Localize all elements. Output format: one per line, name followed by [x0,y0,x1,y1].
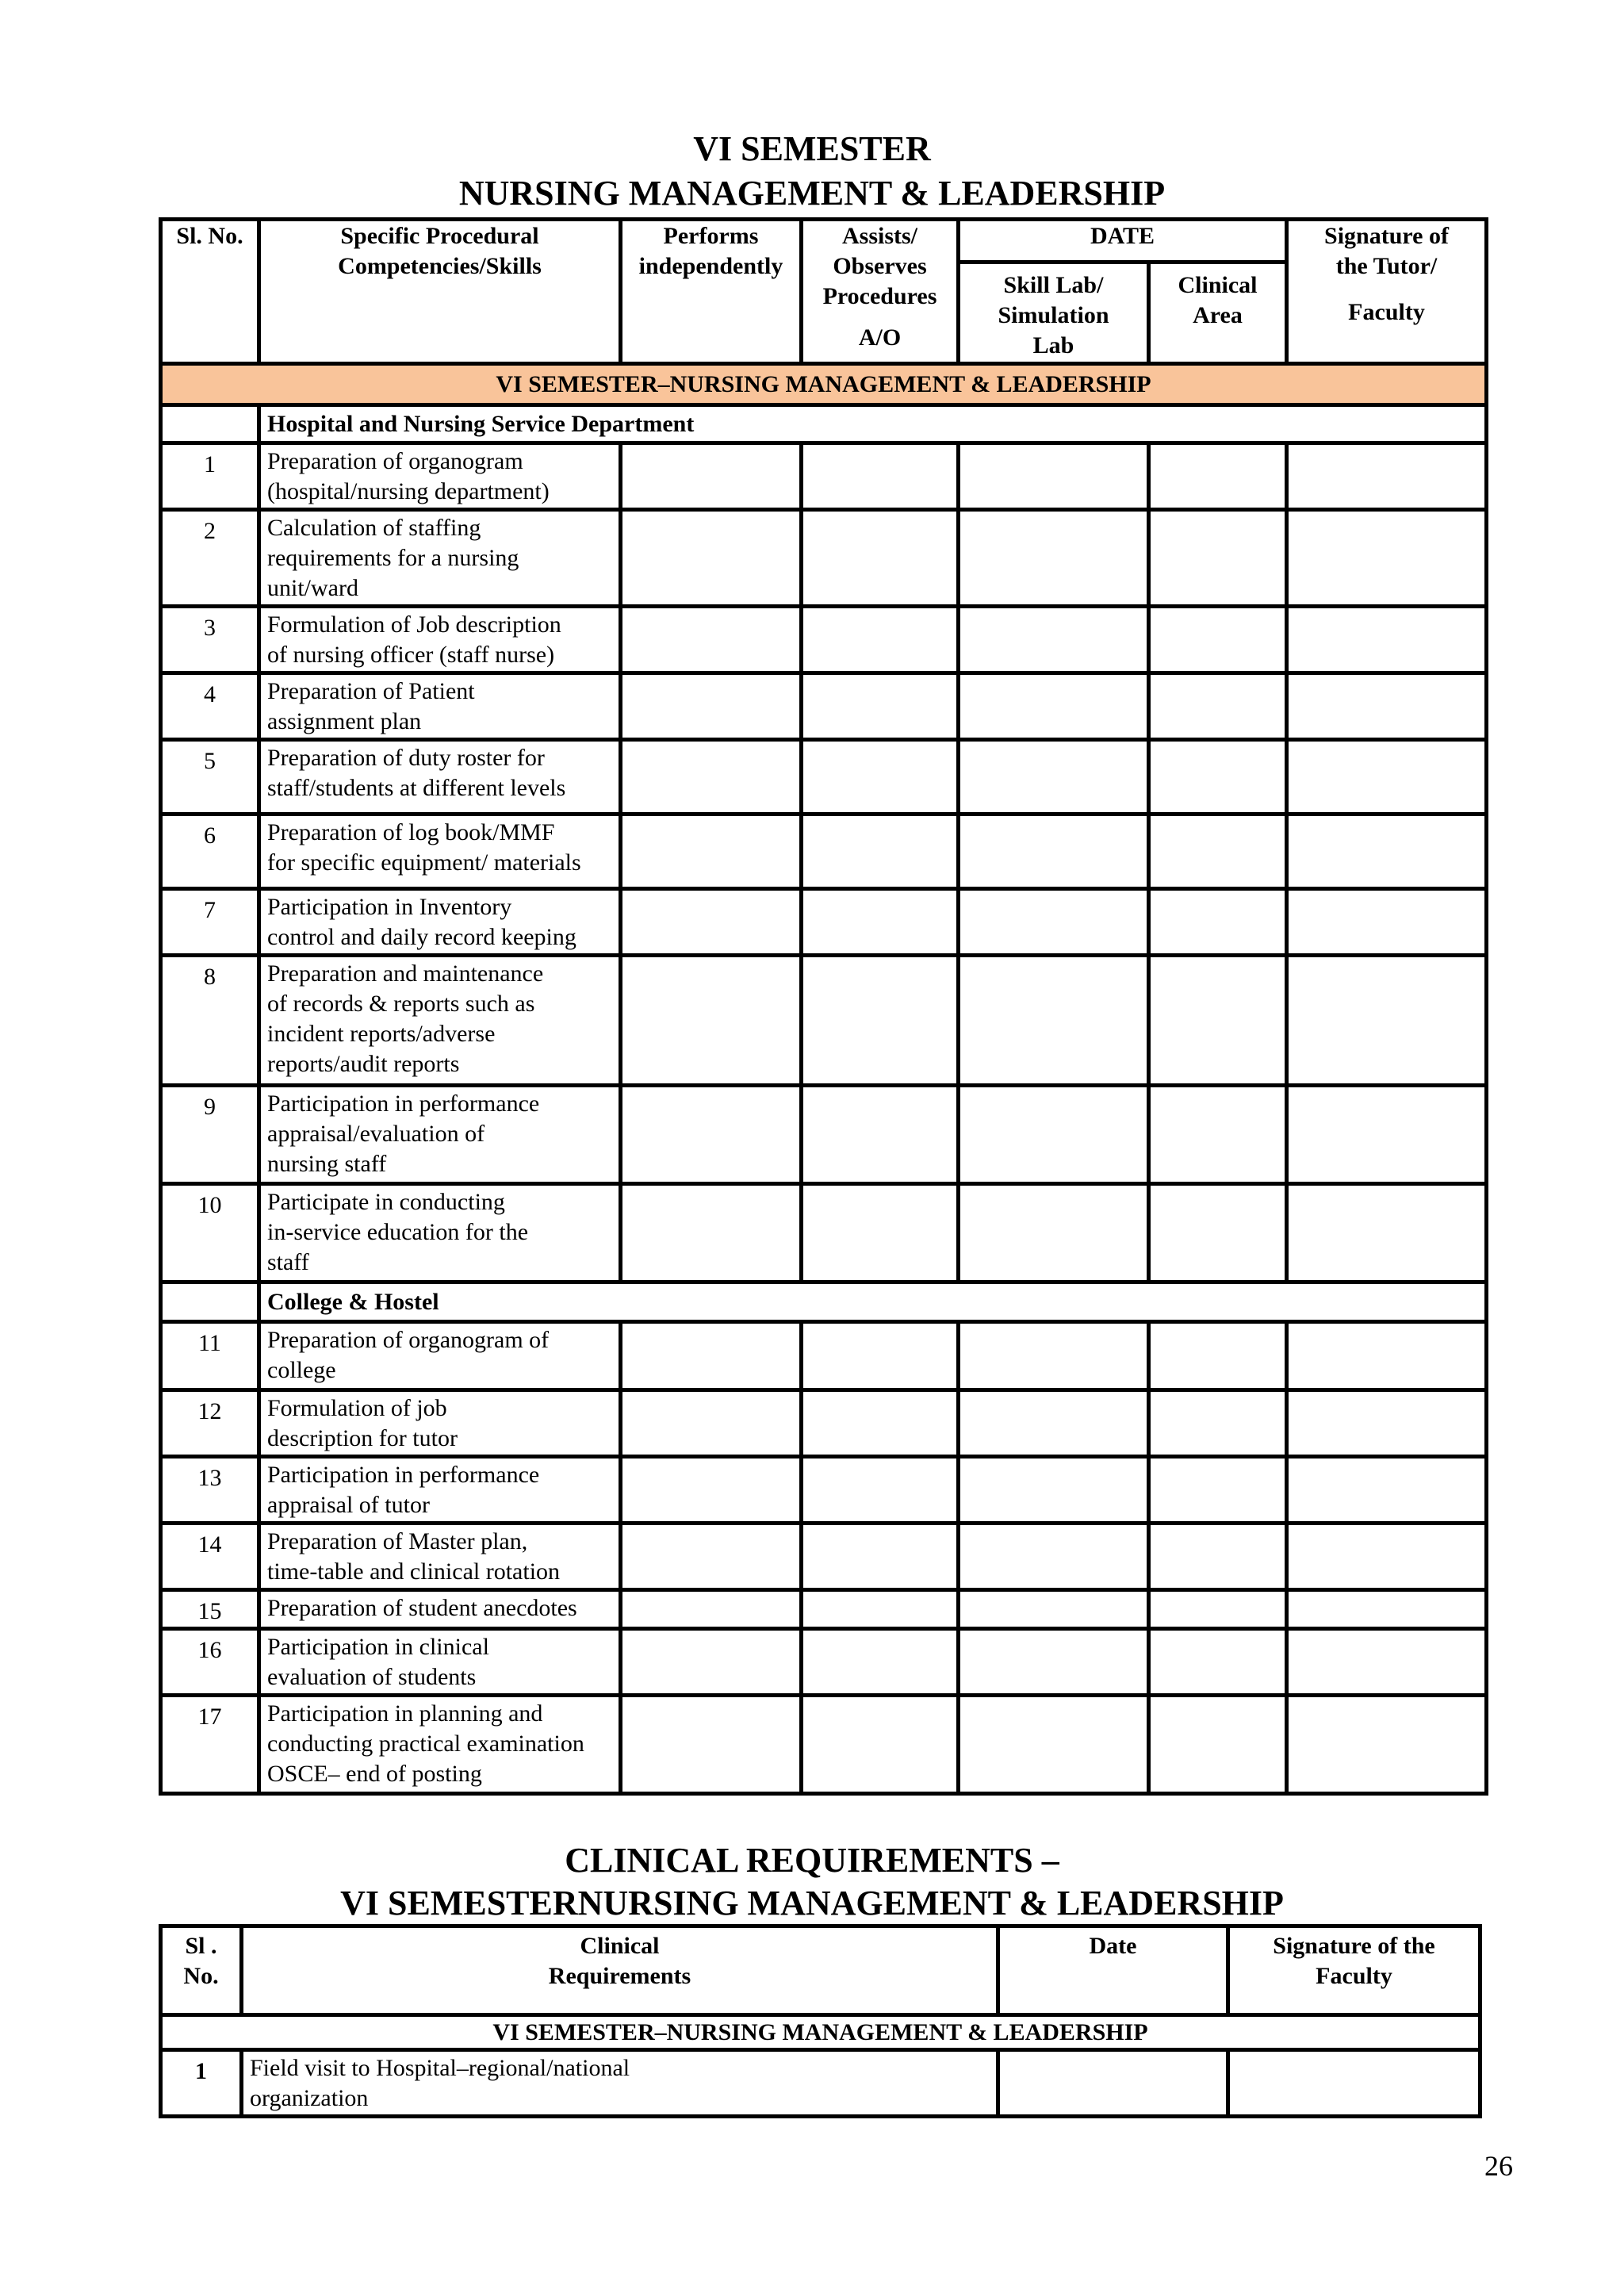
entry-cell[interactable] [1287,815,1487,889]
entry-cell[interactable] [802,956,959,1086]
col-clinical-area: Clinical Area [1149,263,1287,364]
description-line: requirements for a nursing [267,545,519,571]
description-line: control and daily record keeping [267,924,576,950]
description-line: organization [250,2085,369,2111]
description-line: Formulation of Job description [267,611,561,638]
description-line: Preparation of duty roster for [267,745,545,771]
table-row [161,1184,1487,1282]
description-line: staff [267,1249,309,1275]
clinical-requirements-table [159,1924,1482,2118]
entry-cell[interactable] [802,607,959,673]
table-row [161,1457,1487,1524]
entry-cell[interactable] [621,1457,802,1524]
entry-cell[interactable] [802,1696,959,1794]
description-line: Preparation of Master plan, [267,1528,528,1554]
entry-cell[interactable] [959,1524,1149,1590]
description-line: staff/students at different levels [267,775,566,801]
entry-cell[interactable] [802,740,959,815]
col-date: DATE [959,220,1287,263]
entry-cell[interactable] [621,1696,802,1794]
entry-cell[interactable] [1149,1629,1287,1696]
col-skills: Specific Procedural Competencies/Skills [259,220,621,364]
table-row [161,510,1487,607]
row-description [259,1696,621,1794]
col-performs: Performs independently [621,220,802,364]
row-description [259,815,621,889]
entry-cell[interactable] [1149,1184,1287,1282]
col-signature: Signature of the Faculty [1228,1926,1480,2015]
entry-cell[interactable] [1287,1590,1487,1629]
entry-cell[interactable] [1287,1457,1487,1524]
row-description [259,510,621,607]
entry-cell[interactable] [1287,1390,1487,1457]
semester-band: VI SEMESTER–NURSING MANAGEMENT & LEADERSHIP [161,364,1487,405]
row-description [259,1524,621,1590]
section-rows-college [161,1322,1487,1794]
row-number: 4 [161,673,259,740]
clinical-title: CLINICAL REQUIREMENTS – [565,1841,1059,1880]
entry-cell[interactable] [1287,443,1487,510]
row-number: 14 [161,1524,259,1590]
entry-cell[interactable] [1287,889,1487,956]
description-line: Participation in clinical [267,1634,489,1660]
row-number: 16 [161,1629,259,1696]
description-line: in-service education for the [267,1219,529,1245]
entry-cell[interactable] [1287,1524,1487,1590]
row-description [259,1629,621,1696]
entry-cell[interactable] [802,1524,959,1590]
description-line: OSCE– end of posting [267,1761,482,1787]
description-line: assignment plan [267,708,422,734]
semester-band: VI SEMESTER–NURSING MANAGEMENT & LEADERSHIP [161,2015,1480,2050]
row-number: 5 [161,740,259,815]
entry-cell[interactable] [1149,1696,1287,1794]
entry-cell[interactable] [802,1457,959,1524]
entry-cell[interactable] [1287,1184,1487,1282]
table-row [161,1524,1487,1590]
entry-cell[interactable] [959,443,1149,510]
entry-cell[interactable] [1149,815,1287,889]
row-number: 6 [161,815,259,889]
entry-cell[interactable] [621,956,802,1086]
description-line: Preparation of organogram [267,448,523,474]
description-line: conducting practical examination [267,1731,584,1757]
entry-cell[interactable] [802,1629,959,1696]
description-line: Participation in performance [267,1462,540,1488]
entry-cell[interactable] [802,815,959,889]
row-number: 3 [161,607,259,673]
row-number: 12 [161,1390,259,1457]
col-signature: Signature of the Tutor/ Faculty [1287,220,1487,364]
entry-cell[interactable] [1287,673,1487,740]
description-line: Preparation of student anecdotes [267,1595,577,1621]
row-description [259,1184,621,1282]
entry-cell[interactable] [621,740,802,815]
entry-cell[interactable] [1149,1524,1287,1590]
entry-cell[interactable] [621,510,802,607]
entry-cell[interactable] [959,607,1149,673]
description-line: appraisal/evaluation of [267,1121,485,1147]
entry-cell[interactable] [959,740,1149,815]
entry-cell[interactable] [1149,956,1287,1086]
table-row [161,1322,1487,1390]
description-line: Formulation of job [267,1395,447,1421]
col-clinical-requirements: Clinical Requirements [242,1926,998,2015]
row-number: 15 [161,1590,259,1629]
row-description [259,1322,621,1390]
description-line: description for tutor [267,1425,458,1451]
entry-cell[interactable] [802,1322,959,1390]
description-line: Participate in conducting [267,1189,505,1215]
entry-cell[interactable] [621,1629,802,1696]
entry-cell[interactable] [959,1590,1149,1629]
row-description [259,1086,621,1184]
competency-table [159,217,1488,1796]
entry-cell[interactable] [959,815,1149,889]
table-row [161,889,1487,956]
col-sl-no: Sl . No. [161,1926,242,2015]
page-title: VI SEMESTER [693,129,931,168]
entry-cell[interactable] [1287,510,1487,607]
description-line: appraisal of tutor [267,1492,430,1518]
entry-cell[interactable] [802,1590,959,1629]
entry-cell[interactable] [1149,1590,1287,1629]
row-description [259,740,621,815]
col-skill-lab: Skill Lab/ Simulation Lab [959,263,1149,364]
entry-cell[interactable] [621,1390,802,1457]
entry-cell[interactable] [959,673,1149,740]
entry-cell[interactable] [802,1390,959,1457]
section-spacer [161,1282,259,1322]
description-line: Participation in planning and [267,1700,543,1727]
description-line: of nursing officer (staff nurse) [267,642,555,668]
section-rows-hospital [161,443,1487,1282]
description-line: evaluation of students [267,1664,477,1690]
entry-cell[interactable] [959,1184,1149,1282]
entry-cell[interactable] [802,443,959,510]
row-description [259,1457,621,1524]
description-line: Calculation of staffing [267,515,481,541]
entry-cell[interactable] [959,889,1149,956]
row-description [259,1390,621,1457]
entry-cell[interactable] [1149,1457,1287,1524]
entry-cell[interactable] [959,1629,1149,1696]
table-row [161,956,1487,1086]
table-row [161,1590,1487,1629]
entry-cell[interactable] [621,673,802,740]
entry-cell[interactable] [959,1457,1149,1524]
description-line: Participation in performance [267,1091,540,1117]
row-description [259,607,621,673]
entry-cell[interactable] [621,815,802,889]
row-description [259,889,621,956]
page-subtitle: NURSING MANAGEMENT & LEADERSHIP [458,174,1166,213]
table-row [161,2050,1480,2117]
table-row [161,1086,1487,1184]
row-number: 10 [161,1184,259,1282]
entry-cell[interactable] [621,1086,802,1184]
entry-cell[interactable] [802,510,959,607]
entry-cell[interactable] [621,889,802,956]
row-description [259,673,621,740]
table-row [161,443,1487,510]
entry-cell[interactable] [998,2050,1228,2117]
clinical-subtitle: VI SEMESTERNURSING MANAGEMENT & LEADERSHIP [340,1884,1284,1922]
entry-cell[interactable] [1149,1390,1287,1457]
description-line: for specific equipment/ materials [267,849,581,876]
entry-cell[interactable] [1149,1086,1287,1184]
description-line: (hospital/nursing department) [267,478,550,504]
entry-cell[interactable] [621,1184,802,1282]
table-row [161,1629,1487,1696]
row-description [259,443,621,510]
entry-cell[interactable] [1287,1322,1487,1390]
col-date: Date [998,1926,1228,2015]
section-spacer [161,405,259,443]
entry-cell[interactable] [959,1322,1149,1390]
row-number: 17 [161,1696,259,1794]
entry-cell[interactable] [621,1524,802,1590]
description-line: Preparation of Patient [267,678,475,704]
entry-cell[interactable] [621,1590,802,1629]
row-description [242,2050,998,2117]
description-line: incident reports/adverse [267,1021,496,1047]
entry-cell[interactable] [1287,1086,1487,1184]
entry-cell[interactable] [959,1696,1149,1794]
entry-cell[interactable] [1228,2050,1480,2117]
entry-cell[interactable] [1287,607,1487,673]
row-description [259,1590,621,1629]
entry-cell[interactable] [1149,443,1287,510]
table-row [161,607,1487,673]
row-number: 9 [161,1086,259,1184]
description-line: Field visit to Hospital–regional/national [250,2055,630,2081]
table-row [161,740,1487,815]
row-number: 2 [161,510,259,607]
row-number: 8 [161,956,259,1086]
description-line: unit/ward [267,575,358,601]
section-heading: Hospital and Nursing Service Department [259,405,1487,443]
row-description [259,956,621,1086]
entry-cell[interactable] [802,1184,959,1282]
description-line: Preparation of organogram of [267,1327,550,1353]
description-line: time-table and clinical rotation [267,1558,561,1585]
entry-cell[interactable] [1149,889,1287,956]
entry-cell[interactable] [802,1086,959,1184]
table-row [161,815,1487,889]
entry-cell[interactable] [1149,607,1287,673]
section-heading: College & Hostel [259,1282,1487,1322]
entry-cell[interactable] [802,673,959,740]
entry-cell[interactable] [621,1322,802,1390]
col-sl-no: Sl. No. [161,220,259,364]
description-line: Participation in Inventory [267,894,512,920]
entry-cell[interactable] [1149,1322,1287,1390]
entry-cell[interactable] [959,1390,1149,1457]
table-row [161,1696,1487,1794]
col-assists: Assists/ Observes Procedures A/O [802,220,959,364]
page-number: 26 [1484,2150,1513,2182]
clinical-rows [161,2050,1480,2117]
table-row [161,673,1487,740]
entry-cell[interactable] [802,889,959,956]
table-row [161,1390,1487,1457]
entry-cell[interactable] [1287,1696,1487,1794]
description-line: college [267,1357,336,1383]
row-number: 11 [161,1322,259,1390]
description-line: reports/audit reports [267,1051,460,1077]
entry-cell[interactable] [1149,740,1287,815]
description-line: of records & reports such as [267,991,535,1017]
row-number: 13 [161,1457,259,1524]
entry-cell[interactable] [1287,740,1487,815]
entry-cell[interactable] [1287,1629,1487,1696]
entry-cell[interactable] [621,607,802,673]
entry-cell[interactable] [959,956,1149,1086]
entry-cell[interactable] [1149,673,1287,740]
entry-cell[interactable] [1149,510,1287,607]
description-line: nursing staff [267,1151,387,1177]
entry-cell[interactable] [959,1086,1149,1184]
entry-cell[interactable] [959,510,1149,607]
entry-cell[interactable] [1287,956,1487,1086]
description-line: Preparation and maintenance [267,960,544,987]
row-number: 1 [161,443,259,510]
description-line: Preparation of log book/MMF [267,819,555,845]
entry-cell[interactable] [621,443,802,510]
row-number: 7 [161,889,259,956]
row-number: 1 [161,2050,242,2117]
